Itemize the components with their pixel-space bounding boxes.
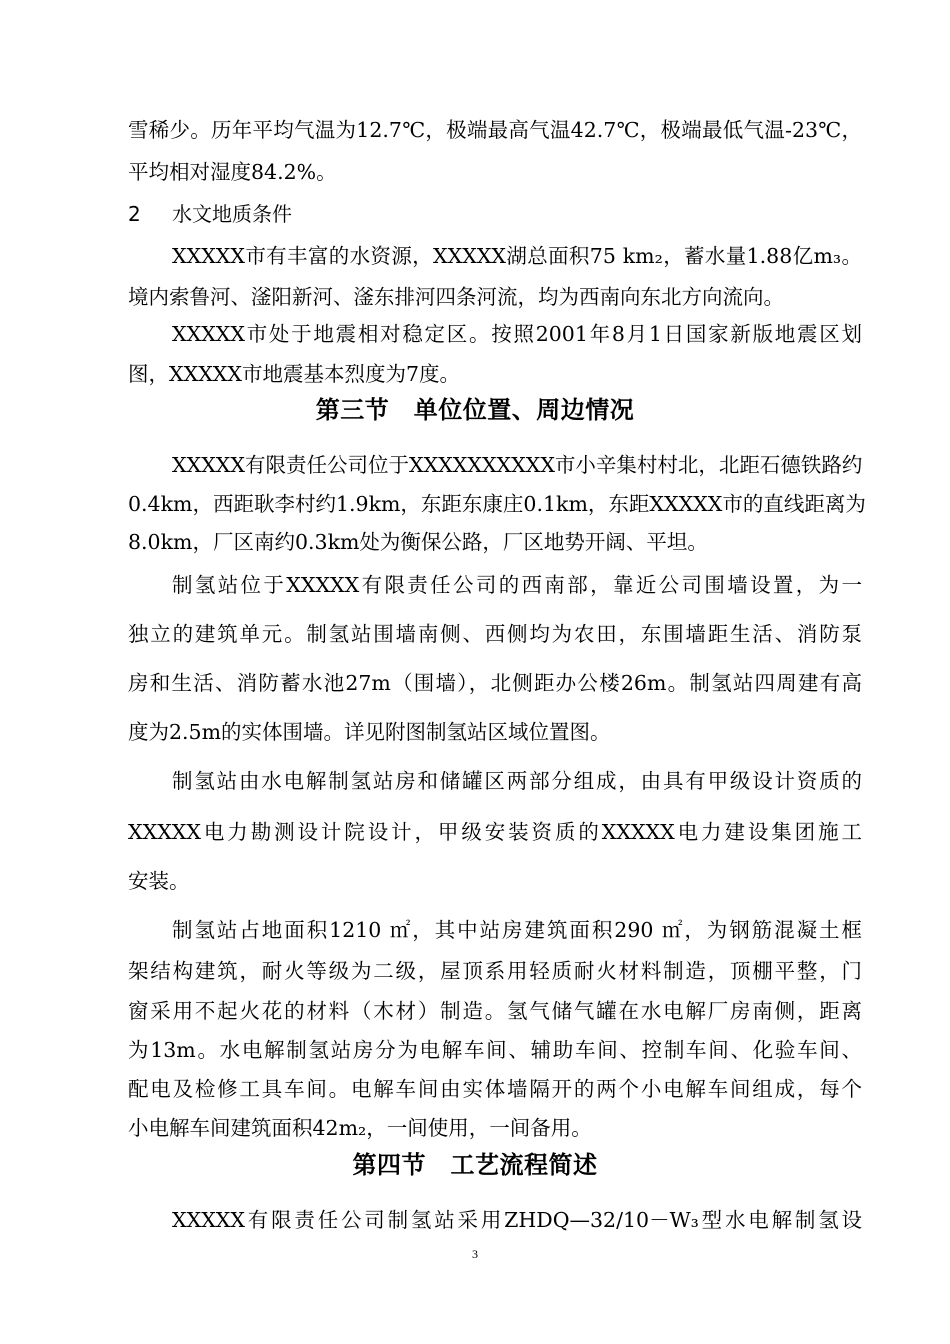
section-heading: 第四节 工艺流程简述 [352,1151,598,1179]
text-line: 配电及检修工具车间。电解车间由实体墙隔开的两个小电解车间组成，每个 [128,1077,862,1101]
text-line: 平均相对湿度84.2%。 [128,160,337,184]
text-line: 小电解车间建筑面积42m₂，一间使用，一间备用。 [128,1116,592,1140]
text-line: 安装。 [128,869,190,893]
text-line: XXXXX市有丰富的水资源，XXXXX湖总面积75 km₂，蓄水量1.88亿m₃。 [172,244,862,268]
text-line: 境内索鲁河、滏阳新河、滏东排河四条河流，均为西南向东北方向流向。 [128,285,784,309]
text-line: 为13m。水电解制氢站房分为电解车间、辅助车间、控制车间、化验车间、 [128,1038,862,1062]
text-line: 雪稀少。历年平均气温为12.7℃，极端最高气温42.7℃，极端最低气温-23℃， [128,118,862,142]
page-number: 3 [472,1247,478,1261]
section-number: 2 [128,202,141,226]
text-line: 房和生活、消防蓄水池27m（围墙），北侧距办公楼26m。制氢站四周建有高 [128,671,862,695]
text-line: XXXXX有限责任公司制氢站采用ZHDQ—32/10－W₃型水电解制氢设 [172,1208,862,1232]
text-line: 制氢站由水电解制氢站房和储罐区两部分组成，由具有甲级设计资质的 [172,769,862,793]
text-line: XXXXX电力勘测设计院设计，甲级安装资质的XXXXX电力建设集团施工 [128,820,862,844]
section-title: 水文地质条件 [172,202,292,226]
text-line: 0.4km，西距耿李村约1.9km，东距东康庄0.1km，东距XXXXX市的直线距离为 [128,492,866,516]
text-line: 窗采用不起火花的材料（木材）制造。氢气储气罐在水电解厂房南侧，距离 [128,999,862,1023]
text-line: 制氢站位于XXXXX有限责任公司的西南部，靠近公司围墙设置，为一 [172,573,862,597]
text-line: 制氢站占地面积1210 ㎡，其中站房建筑面积290 ㎡，为钢筋混凝土框 [172,918,862,942]
section-heading: 第三节 单位位置、周边情况 [315,396,635,424]
section-subheading [128,200,292,228]
text-line: 8.0km，厂区南约0.3km处为衡保公路，厂区地势开阔、平坦。 [128,530,708,554]
text-line: XXXXX有限责任公司位于XXXXXXXXXX市小辛集村村北，北距石德铁路约 [172,453,863,477]
text-line: 图，XXXXX市地震基本烈度为7度。 [128,362,461,386]
text-line: 度为2.5m的实体围墙。详见附图制氢站区域位置图。 [128,720,611,744]
text-line: XXXXX市处于地震相对稳定区。按照2001年8月1日国家新版地震区划 [172,322,862,346]
text-line: 架结构建筑，耐火等级为二级，屋顶系用轻质耐火材料制造，顶棚平整，门 [128,959,862,983]
text-line: 独立的建筑单元。制氢站围墙南侧、西侧均为农田，东围墙距生活、消防泵 [128,622,862,646]
